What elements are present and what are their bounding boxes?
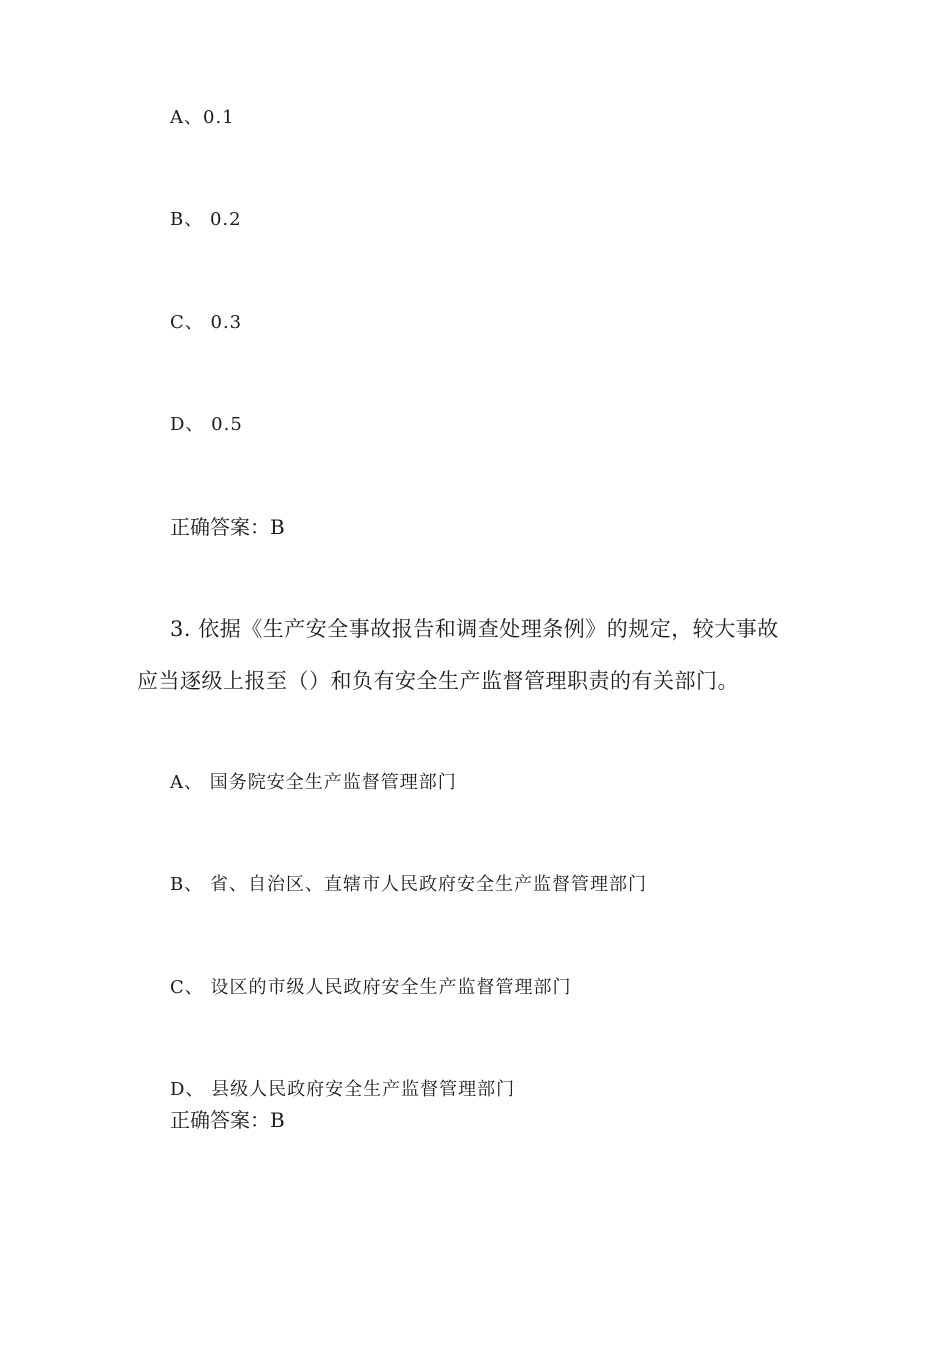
q3-answer: 正确答案：B [170, 1108, 285, 1132]
q3-option-c: C、 设区的市级人民政府安全生产监督管理部门 [170, 977, 572, 998]
q2-option-b: B、 0.2 [170, 209, 242, 230]
q3-option-a: A、 国务院安全生产监督管理部门 [170, 772, 457, 793]
q2-option-d: D、 0.5 [170, 414, 243, 435]
q3-text-line1: 3. 依据《生产安全事故报告和调查处理条例》的规定，较大事故 [170, 617, 779, 641]
q2-answer: 正确答案：B [170, 515, 285, 539]
q2-option-a: A、0.1 [170, 107, 235, 128]
q2-option-c: C、 0.3 [170, 312, 243, 333]
q3-text-line2: 应当逐级上报至（）和负有安全生产监督管理职责的有关部门。 [137, 669, 739, 693]
q3-option-d: D、 县级人民政府安全生产监督管理部门 [170, 1079, 516, 1100]
q3-option-b: B、 省、自治区、直辖市人民政府安全生产监督管理部门 [170, 874, 647, 895]
